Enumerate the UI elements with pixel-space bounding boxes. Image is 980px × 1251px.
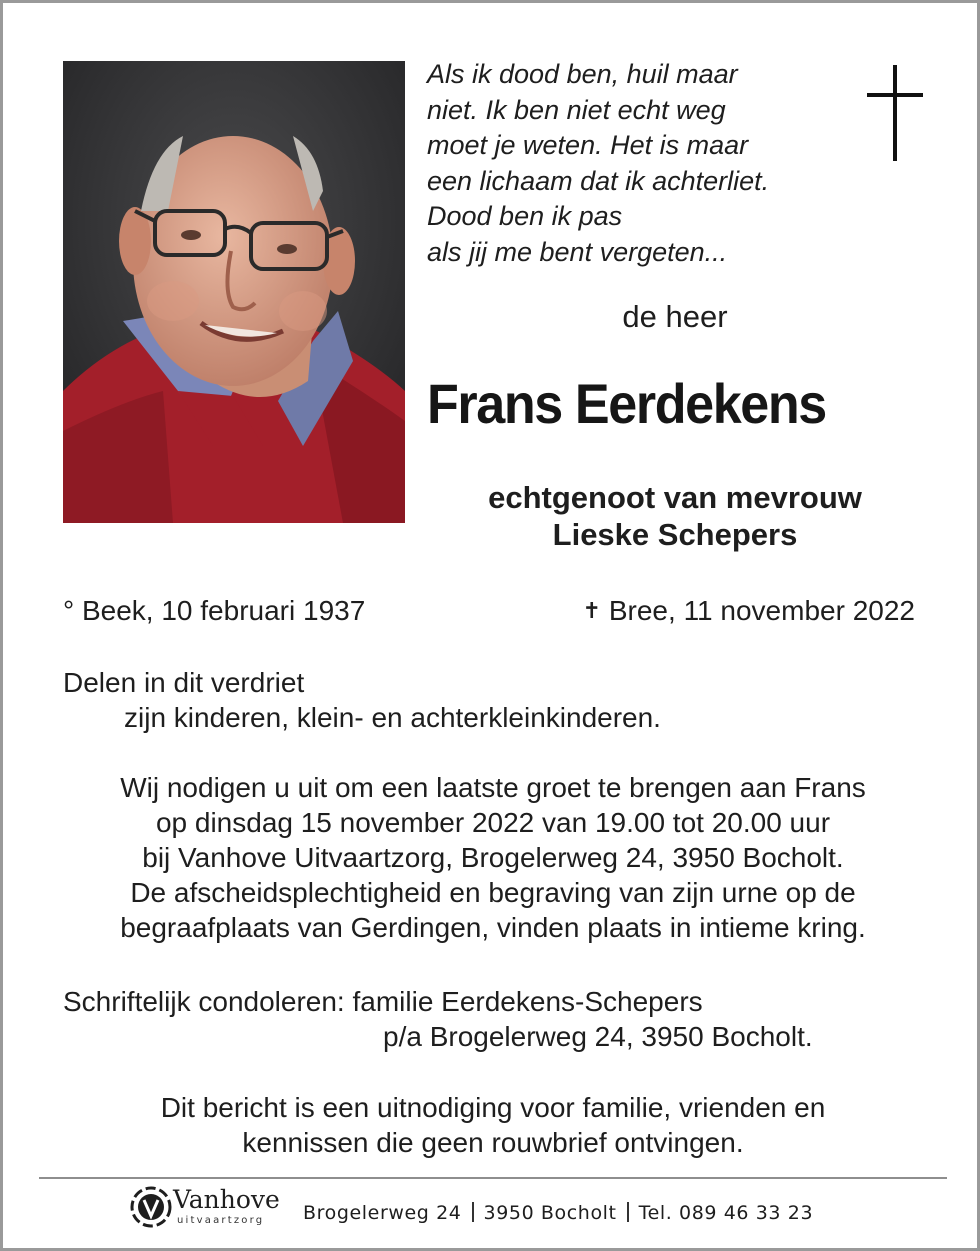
mourners-block xyxy=(63,665,661,735)
invitation-line: De afscheidsplechtigheid en begraving van zijn urne op de xyxy=(130,877,856,908)
notice-line: Dit bericht is een uitnodiging voor familie, vrienden en xyxy=(160,1092,826,1123)
cross-icon xyxy=(867,65,923,161)
spouse-line-2: Lieske Schepers xyxy=(552,517,798,552)
mourners-intro: Delen in dit verdriet xyxy=(63,667,305,698)
condolence-line-1: Schriftelijk condoleren: familie Eerdekens-Schepers xyxy=(63,986,703,1017)
poem-line: een lichaam dat ik achterliet. xyxy=(427,165,770,196)
logo-name: Vanhove xyxy=(173,1185,280,1214)
invitation-line: Wij nodigen u uit om een laatste groet te brengen aan Frans xyxy=(120,772,866,803)
invitation-line: op dinsdag 15 november 2022 van 19.00 tot 20.00 uur xyxy=(155,807,831,838)
invitation-line: bij Vanhove Uitvaartzorg, Brogelerweg 24, 3950 Bocholt. xyxy=(142,842,844,873)
vanhove-logo-icon xyxy=(129,1185,173,1229)
invitation-block xyxy=(43,770,943,945)
notice-block xyxy=(43,1090,943,1160)
footer-divider xyxy=(39,1177,947,1179)
spouse-line-1: echtgenoot van mevrouw xyxy=(488,480,862,515)
death-cross-icon: ✝ xyxy=(582,598,602,623)
vanhove-logo xyxy=(129,1185,289,1229)
separator xyxy=(627,1202,629,1222)
footer-city: 3950 Bocholt xyxy=(483,1202,617,1224)
poem-line: als jij me bent vergeten... xyxy=(427,236,728,267)
mourners-list: zijn kinderen, klein- en achterkleinkinderen. xyxy=(124,702,661,733)
title-prefix: de heer xyxy=(622,299,728,334)
condolence-block xyxy=(63,984,883,1054)
notice-line: kennissen die geen rouwbrief ontvingen. xyxy=(242,1127,744,1158)
death-date-text: Bree, 11 november 2022 xyxy=(608,595,915,626)
footer-phone: Tel. 089 46 33 23 xyxy=(638,1202,814,1224)
poem-line: Als ik dood ben, huil maar xyxy=(427,59,738,89)
birth-date: ° Beek, 10 februari 1937 xyxy=(63,595,366,626)
poem-line: niet. Ik ben niet echt weg xyxy=(427,94,726,125)
death-date xyxy=(583,595,915,627)
condolence-line-2: p/a Brogelerweg 24, 3950 Bocholt. xyxy=(383,1021,813,1052)
footer-contact xyxy=(303,1202,813,1224)
invitation-line: begraafplaats van Gerdingen, vinden plaats in intieme kring. xyxy=(120,912,866,943)
spouse-info xyxy=(435,479,915,553)
logo-subtitle: uitvaartzorg xyxy=(177,1215,265,1226)
poem xyxy=(427,57,847,270)
separator xyxy=(472,1202,474,1222)
deceased-name: Frans Eerdekens xyxy=(427,372,826,435)
portrait-photo xyxy=(63,61,405,523)
footer-address: Brogelerweg 24 xyxy=(303,1202,462,1224)
poem-line: Dood ben ik pas xyxy=(427,201,623,231)
poem-line: moet je weten. Het is maar xyxy=(427,130,749,160)
portrait-illustration xyxy=(63,61,405,523)
